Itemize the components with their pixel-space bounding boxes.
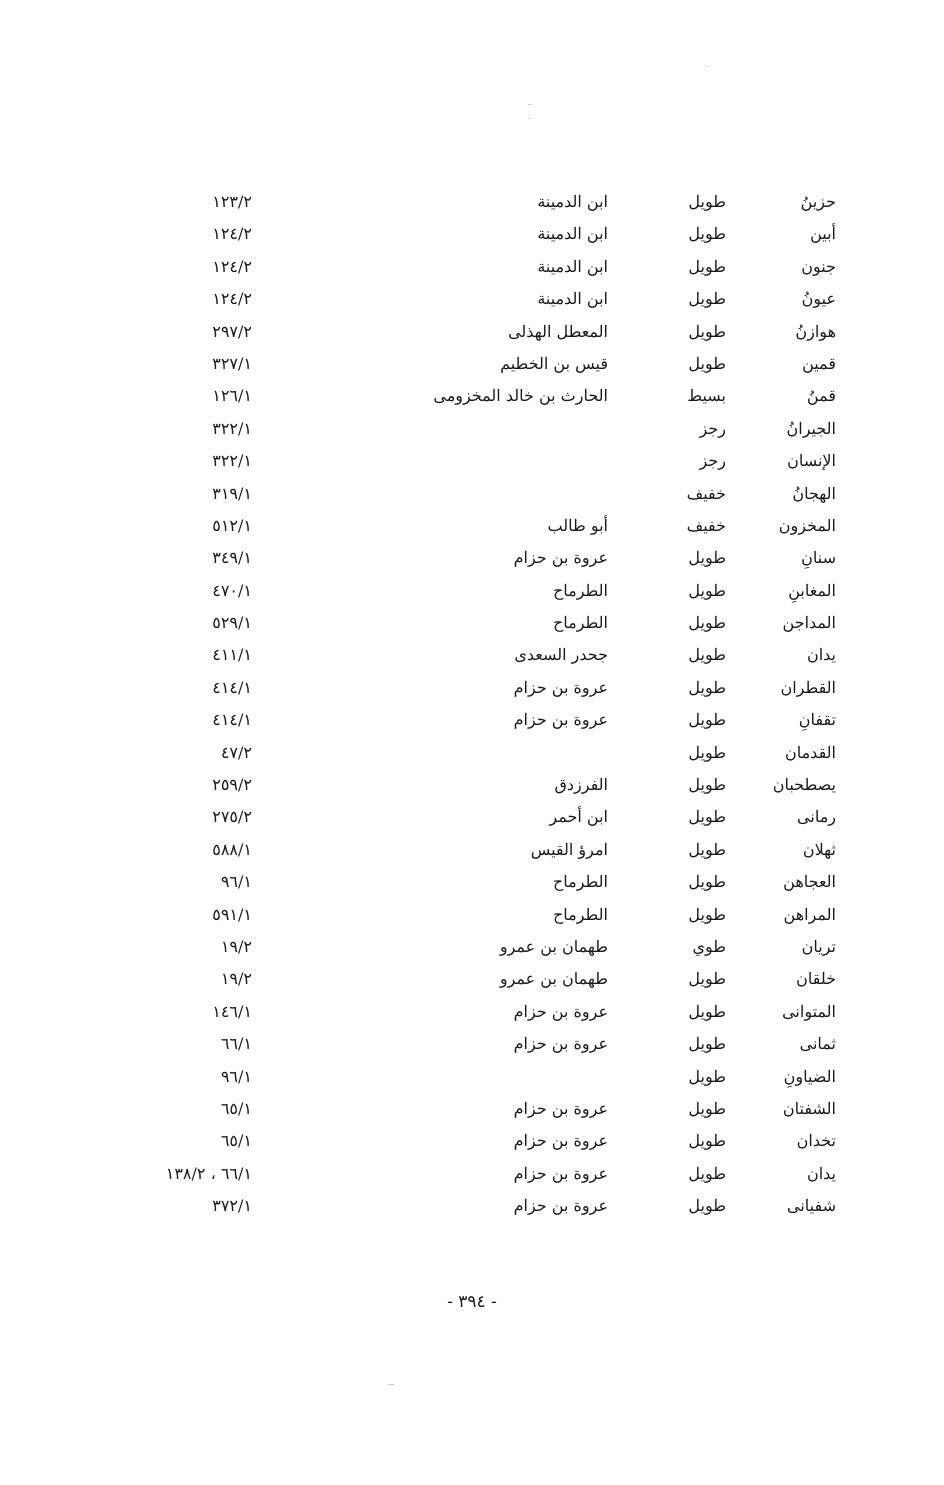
reference-cell: ٩٦/١: [220, 872, 252, 892]
reference-cell: ٥٩١/١: [212, 904, 252, 924]
rhyme-cell: يصطحبان: [772, 775, 836, 795]
rhyme-cell: القطران: [780, 677, 836, 697]
table-row: [0, 801, 944, 833]
poet-cell: طهمان بن عمرو: [499, 936, 608, 956]
meter-cell: طويل: [688, 1066, 726, 1086]
table-row: [0, 380, 944, 412]
table-row: [0, 737, 944, 769]
rhyme-cell: المتوانى: [782, 1001, 836, 1021]
meter-cell: طويل: [688, 904, 726, 924]
reference-cell: ١٢٦/١: [212, 386, 252, 406]
poet-cell: الطرماح: [552, 872, 608, 892]
rhyme-cell: سنانِ: [801, 548, 836, 568]
reference-cell: ٦٥/١: [220, 1098, 252, 1118]
poet-cell: الطرماح: [552, 613, 608, 633]
meter-cell: طويل: [688, 742, 726, 762]
scan-speck: [528, 118, 530, 119]
reference-cell: ٤١٤/١: [212, 677, 252, 697]
reference-cell: ٥١٢/١: [212, 515, 252, 535]
meter-cell: طويل: [688, 580, 726, 600]
poet-cell: ابن الدمينة: [537, 192, 608, 211]
table-row: [0, 607, 944, 639]
reference-cell: ٣٧٢/١: [212, 1196, 252, 1216]
poet-cell: عروة بن حزام: [513, 1034, 608, 1054]
poet-cell: جحدر السعدى: [514, 645, 608, 665]
table-row: [0, 866, 944, 898]
table-row: [0, 672, 944, 704]
meter-cell: بسيط: [687, 386, 726, 406]
meter-cell: طويل: [688, 969, 726, 989]
poet-cell: عروة بن حزام: [513, 1196, 608, 1216]
rhyme-cell: أبين: [810, 224, 836, 244]
poet-cell: أبو طالب: [547, 515, 608, 535]
table-row: [0, 704, 944, 736]
reference-cell: ١٢٣/٢: [212, 192, 252, 211]
reference-cell: ٣٢٢/١: [212, 451, 252, 471]
reference-cell: ٥٢٩/١: [212, 613, 252, 633]
rhyme-cell: الشفتان: [782, 1098, 836, 1118]
table-row: [0, 639, 944, 671]
poet-cell: الطرماح: [552, 580, 608, 600]
meter-cell: طويل: [688, 1131, 726, 1151]
rhyme-cell: عيونُ: [801, 289, 836, 309]
page-number: - ٣٩٤ -: [447, 1292, 497, 1312]
reference-cell: ٩٦/١: [220, 1066, 252, 1086]
table-row: [0, 218, 944, 250]
poet-cell: الفرزدق: [554, 775, 608, 795]
reference-cell: ١٩/٢: [220, 936, 252, 956]
meter-cell: طويل: [688, 1034, 726, 1054]
meter-cell: رجز: [699, 418, 726, 438]
table-row: [0, 575, 944, 607]
meter-cell: طويل: [688, 872, 726, 892]
table-row: [0, 413, 944, 445]
reference-cell: ٤١٤/١: [212, 710, 252, 730]
meter-cell: طويل: [688, 548, 726, 568]
meter-cell: طويل: [688, 1196, 726, 1216]
table-row: [0, 186, 944, 218]
table-row: [0, 251, 944, 283]
poet-cell: قيس بن الخطيم: [500, 353, 608, 373]
rhyme-cell: قمنُ: [806, 386, 836, 406]
poet-cell: عروة بن حزام: [513, 677, 608, 697]
meter-cell: طويل: [688, 1001, 726, 1021]
scan-speck: [528, 104, 531, 105]
poet-cell: المعطل الهذلى: [508, 321, 608, 341]
poet-cell: عروة بن حزام: [513, 1131, 608, 1151]
meter-cell: طويل: [688, 192, 726, 211]
poet-cell: ابن الدمينة: [537, 224, 608, 244]
reference-cell: ٣٢٢/١: [212, 418, 252, 438]
reference-cell: ٣٢٧/١: [212, 353, 252, 373]
rhyme-cell: المداجن: [782, 613, 836, 633]
rhyme-cell: القدمان: [784, 742, 836, 762]
rhyme-cell: قمين: [802, 353, 836, 373]
scan-speck: [706, 66, 708, 67]
reference-cell: ١٢٤/٢: [212, 224, 252, 244]
reference-cell: ٦٥/١: [220, 1131, 252, 1151]
meter-cell: طويل: [688, 839, 726, 859]
poet-cell: عروة بن حزام: [513, 548, 608, 568]
table-row: [0, 769, 944, 801]
rhyme-cell: ثهلان: [802, 839, 836, 859]
meter-cell: طويل: [688, 353, 726, 373]
poet-cell: عروة بن حزام: [513, 1163, 608, 1183]
reference-cell: ٥٨٨/١: [212, 839, 252, 859]
meter-cell: طويل: [688, 775, 726, 795]
reference-cell: ٣١٩/١: [212, 483, 252, 503]
rhyme-cell: هوازنُ: [795, 321, 836, 341]
meter-cell: طويل: [688, 224, 726, 244]
rhyme-cell: تخدان: [796, 1131, 836, 1151]
poet-cell: ابن أحمر: [549, 807, 608, 827]
meter-cell: طويل: [688, 256, 726, 276]
meter-cell: خفيف: [686, 483, 726, 503]
meter-cell: طويل: [688, 1163, 726, 1183]
scan-speck: [388, 1384, 394, 1385]
rhyme-cell: الجيرانُ: [786, 418, 836, 438]
table-row: [0, 445, 944, 477]
table-row: [0, 963, 944, 995]
rhyme-cell: خلقان: [796, 969, 836, 989]
table-row: [0, 1158, 944, 1190]
rhyme-cell: الهجانُ: [792, 483, 836, 503]
rhyme-cell: جنون: [801, 256, 836, 276]
table-row: [0, 899, 944, 931]
rhyme-cell: شفيانى: [787, 1196, 836, 1216]
index-table: [0, 186, 944, 1223]
rhyme-cell: الإنسان: [787, 451, 836, 471]
rhyme-cell: المخزون: [778, 515, 836, 535]
rhyme-cell: يدان: [806, 645, 836, 665]
rhyme-cell: الضياونِ: [783, 1066, 836, 1086]
table-row: [0, 316, 944, 348]
table-row: [0, 1190, 944, 1222]
poet-cell: عروة بن حزام: [513, 1001, 608, 1021]
table-row: [0, 510, 944, 542]
reference-cell: ٤٧٠/١: [212, 580, 252, 600]
table-row: [0, 996, 944, 1028]
rhyme-cell: حزينُ: [800, 192, 836, 211]
poet-cell: عروة بن حزام: [513, 710, 608, 730]
reference-cell: ١٢٤/٢: [212, 289, 252, 309]
poet-cell: الحارث بن خالد المخزومى: [433, 386, 608, 406]
rhyme-cell: تقفانِ: [798, 710, 836, 730]
meter-cell: طويل: [688, 677, 726, 697]
table-row: [0, 1093, 944, 1125]
table-row: [0, 478, 944, 510]
meter-cell: طوي: [692, 936, 726, 956]
meter-cell: رجز: [699, 451, 726, 471]
rhyme-cell: المغابنِ: [788, 580, 836, 600]
rhyme-cell: المراهن: [783, 904, 836, 924]
reference-cell: ٢٥٩/٢: [212, 775, 252, 795]
reference-cell: ٢٩٧/٢: [212, 321, 252, 341]
reference-cell: ٤١١/١: [212, 645, 252, 665]
meter-cell: خفيف: [686, 515, 726, 535]
poet-cell: عروة بن حزام: [513, 1098, 608, 1118]
poet-cell: الطرماح: [552, 904, 608, 924]
reference-cell: ٦٦/١ ، ١٣٨/٢: [165, 1163, 252, 1183]
table-row: [0, 931, 944, 963]
table-row: [0, 834, 944, 866]
meter-cell: طويل: [688, 289, 726, 309]
rhyme-cell: العجاهن: [783, 872, 836, 892]
reference-cell: ٦٦/١: [220, 1034, 252, 1054]
reference-cell: ١٢٤/٢: [212, 256, 252, 276]
table-row: [0, 348, 944, 380]
reference-cell: ١٩/٢: [220, 969, 252, 989]
table-row: [0, 1028, 944, 1060]
poet-cell: ابن الدمينة: [537, 256, 608, 276]
rhyme-cell: يدان: [806, 1163, 836, 1183]
table-row: [0, 1061, 944, 1093]
meter-cell: طويل: [688, 807, 726, 827]
meter-cell: طويل: [688, 645, 726, 665]
table-row: [0, 542, 944, 574]
poet-cell: ابن الدمينة: [537, 289, 608, 309]
reference-cell: ١٤٦/١: [212, 1001, 252, 1021]
meter-cell: طويل: [688, 613, 726, 633]
meter-cell: طويل: [688, 321, 726, 341]
meter-cell: طويل: [688, 710, 726, 730]
reference-cell: ٢٧٥/٢: [212, 807, 252, 827]
rhyme-cell: ثمانى: [799, 1034, 836, 1054]
rhyme-cell: تريان: [801, 936, 836, 956]
table-row: [0, 1125, 944, 1157]
poet-cell: امرؤ القيس: [530, 839, 608, 859]
reference-cell: ٤٧/٢: [220, 742, 252, 762]
meter-cell: طويل: [688, 1098, 726, 1118]
poet-cell: طهمان بن عمرو: [499, 969, 608, 989]
rhyme-cell: رمانى: [797, 807, 836, 827]
table-row: [0, 283, 944, 315]
reference-cell: ٣٤٩/١: [212, 548, 252, 568]
